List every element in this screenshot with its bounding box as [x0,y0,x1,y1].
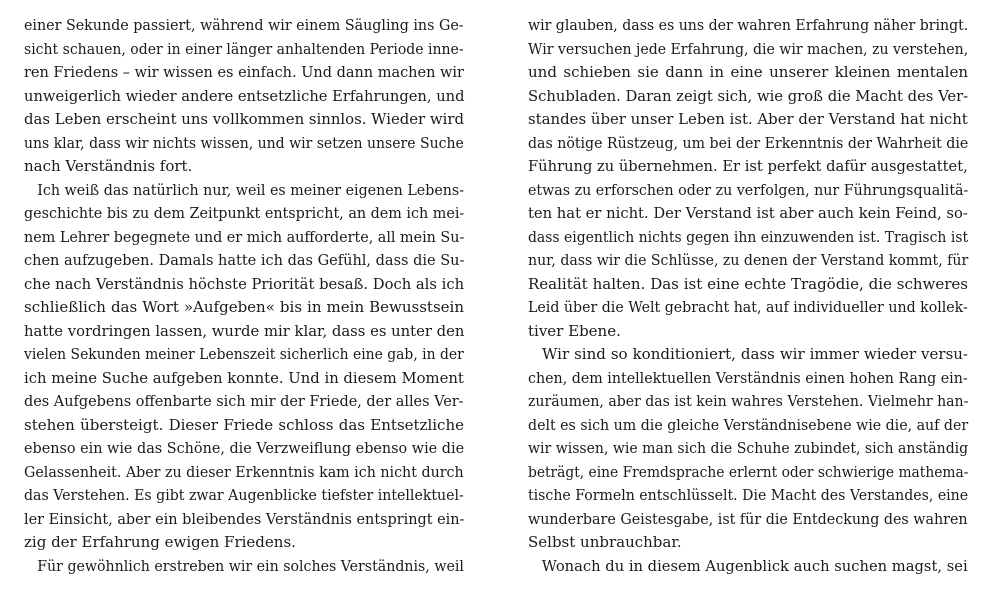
text-line: des Aufgebens offenbarte sich mir der Friede, der alles Ver- [24,392,464,410]
text-line: das Leben erscheint uns vollkommen sinnlos. Wieder wird [24,110,465,128]
text-line: das nötige Rüstzeug, um bei der Erkenntnis der Wahrheit die [528,133,969,152]
text-line: sicht schauen, oder in einer länger anhaltenden Periode inne- [24,39,464,58]
text-line: beträgt, eine Fremdsprache erlernt oder schwierige mathema- [528,462,969,481]
text-line: Wir sind so konditioniert, dass wir immer wieder versu- [542,345,968,363]
text-line: vielen Sekunden meiner Lebenszeit sicherlich eine gab, in der [24,345,464,363]
text-line: wir wissen, wie man sich die Schuhe zubindet, sich anständig [528,439,969,457]
text-line: Gelassenheit. Aber zu dieser Erkenntnis kam ich nicht durch [24,462,464,481]
text-line: Wonach du in diesem Augenblick auch suchen magst, sei [541,556,968,575]
text-line: wunderbare Geistesgabe, ist für die Entdeckung des wahren [528,509,968,528]
text-line: ten hat er nicht. Der Verstand ist aber auch kein Feind, so- [528,204,968,222]
text-line: standes über unser Leben ist. Aber der Verstand hat nicht [528,110,968,128]
text-line: zuräumen, aber das ist kein wahres Verstehen. Vielmehr han- [528,392,969,410]
text-line: ler Einsicht, aber ein bleibendes Verständnis entspringt ein- [24,509,465,528]
text-line: einer Sekunde passiert, während wir einem Säugling ins Ge- [24,16,464,34]
text-line: Realität halten. Das ist eine echte Tragödie, die schweres [528,274,968,293]
text-line: delt es sich um die gleiche Verständnisebene wie die, auf der [528,415,969,434]
text-line: stehen übersteigt. Dieser Friede schloss das Entsetzliche [24,415,464,434]
text-line: tische Formeln entschlüsselt. Die Macht des Verstandes, eine [528,486,969,504]
text-line: nem Lehrer begegnete und er mich aufforderte, all mein Su- [24,227,465,246]
text-line: das Verstehen. Es gibt zwar Augenblicke tiefster intellektuel- [24,486,464,504]
text-line: tiver Ebene. [528,321,621,340]
text-line: chen aufzugeben. Damals hatte ich das Gefühl, dass die Su- [24,251,465,269]
text-line: Schubladen. Daran zeigt sich, wie groß die Macht des Ver- [528,86,969,105]
text-line: wir glauben, dass es uns der wahren Erfahrung näher bringt. [528,16,969,34]
text-line: chen, dem intellektuellen Verständnis einen hohen Rang ein- [528,368,968,387]
text-line: ebenso ein wie das Schöne, die Verzweiflung ebenso wie die [24,439,465,457]
text-line: che nach Verständnis höchste Priorität besaß. Doch als ich [24,274,465,293]
text-line: Leid über die Welt gebracht hat, auf individueller und kollek- [528,298,968,316]
text-line: hatte vordringen lassen, wurde mir klar, dass es unter den [24,321,465,340]
left-text-column [24,14,464,578]
text-line: Ich weiß das natürlich nur, weil es meiner eigenen Lebens- [37,180,465,199]
text-line: zig der Erfahrung ewigen Friedens. [24,533,296,551]
text-line: ich meine Suche aufgeben konnte. Und in diesem Moment [24,368,464,387]
text-line: Selbst unbrauchbar. [528,533,682,551]
text-line: uns klar, dass wir nichts wissen, und wir setzen unsere Suche [24,133,464,152]
text-line: unweigerlich wieder andere entsetzliche Erfahrungen, und [24,86,465,105]
text-line: und schieben sie dann in eine unserer kleinen mentalen [528,63,968,81]
text-line: ren Friedens – wir wissen es einfach. Und dann machen wir [24,63,464,81]
text-line: Für gewöhnlich erstreben wir ein solches Verständnis, weil [37,556,464,575]
text-line: geschichte bis zu dem Zeitpunkt entspricht, an dem ich mei- [24,204,465,222]
text-line: Wir versuchen jede Erfahrung, die wir machen, zu verstehen, [528,39,969,58]
text-line: nach Verständnis fort. [24,157,193,175]
right-text-column [528,14,968,578]
text-line: etwas zu erforschen oder zu verfolgen, nur Führungsqualitä- [528,180,969,199]
text-line: nur, dass wir die Schlüsse, zu denen der Verstand kommt, für [528,251,969,269]
text-line: Führung zu übernehmen. Er ist perfekt dafür ausgestattet, [528,157,968,175]
text-line: dass eigentlich nichts gegen ihn einzuwenden ist. Tragisch ist [528,227,969,246]
text-line: schließlich das Wort »Aufgeben« bis in mein Bewusstsein [24,298,464,316]
